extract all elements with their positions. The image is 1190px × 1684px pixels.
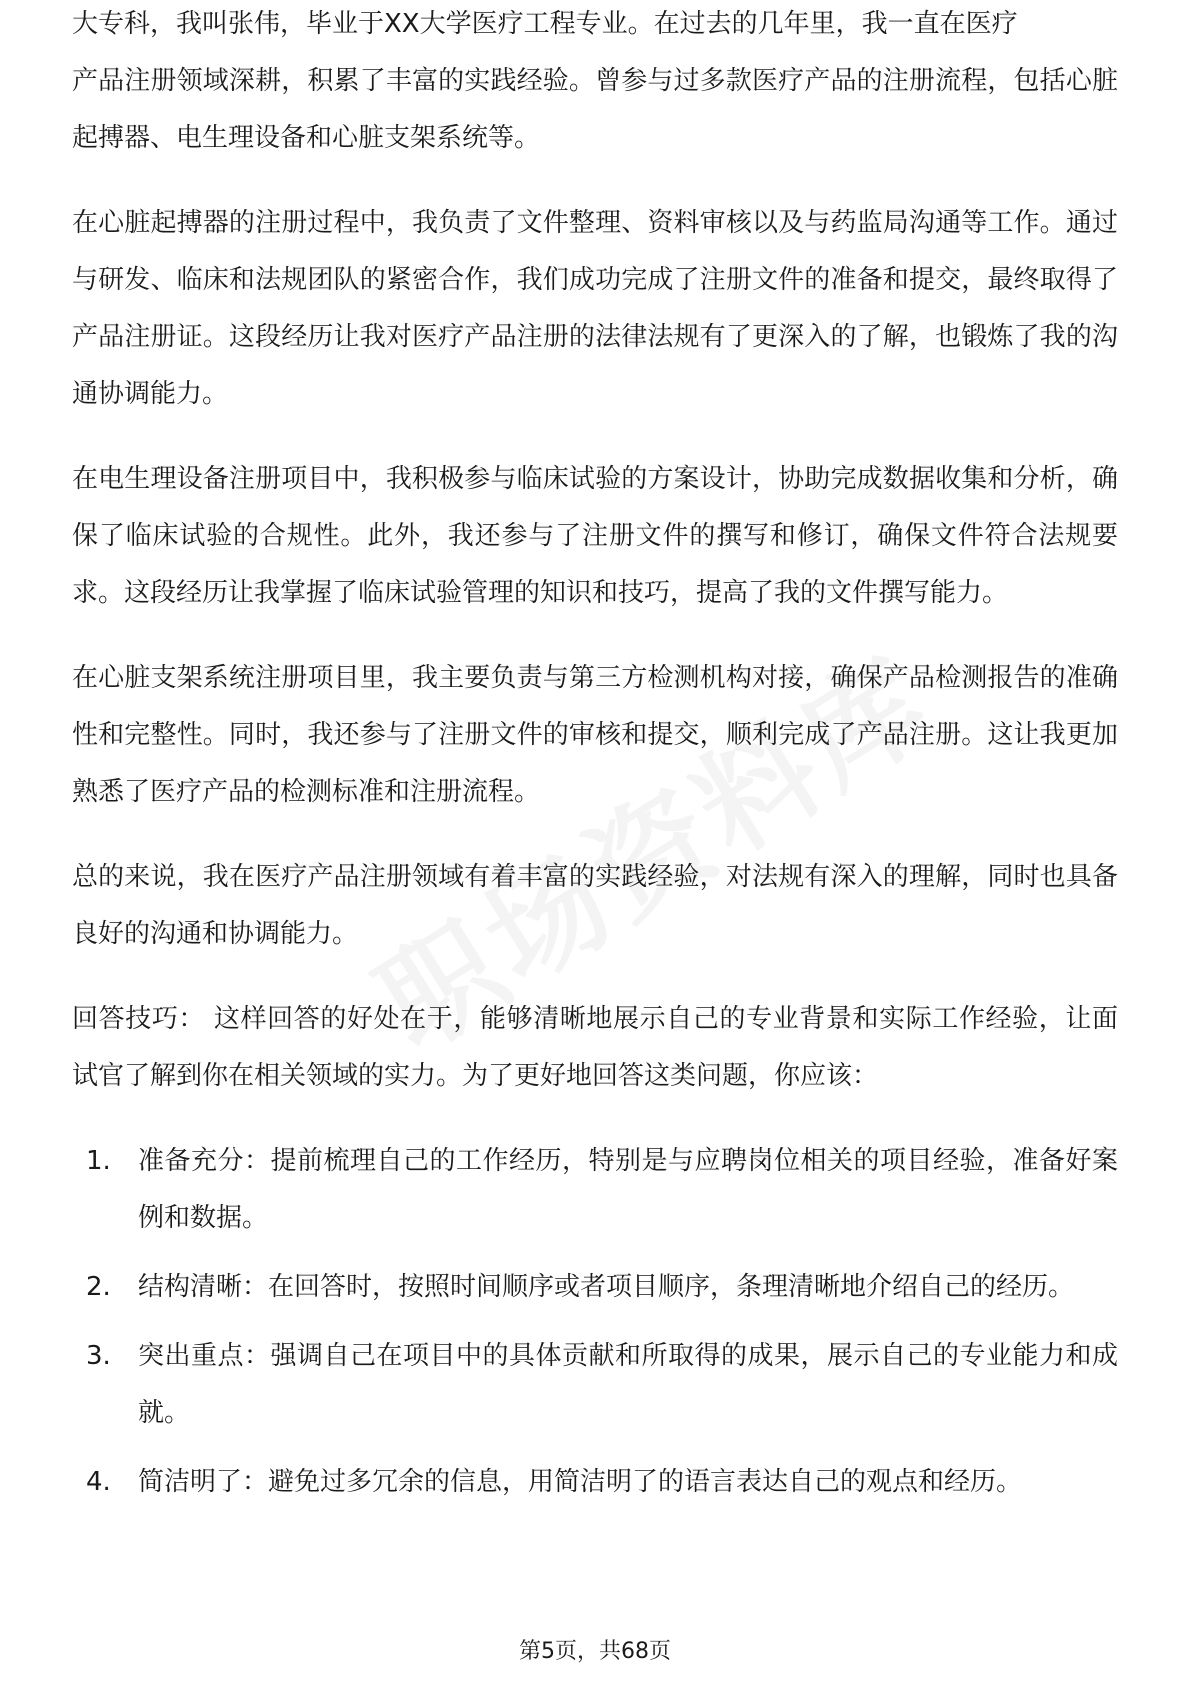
list-item: [72, 1454, 1118, 1511]
paragraph-intro: 产品注册领域深耕，积累了丰富的实践经验。曾参与过多款医疗产品的注册流程，包括心脏起搏器、电生理设备和心脏支架系统等。: [72, 66, 1118, 153]
list-item: [72, 1259, 1118, 1316]
list-text: 简洁明了：避免过多冗余的信息，用简洁明了的语言表达自己的观点和经历。: [138, 1467, 1023, 1497]
list-text: 准备充分：提前梳理自己的工作经历，特别是与应聘岗位相关的项目经验，准备好案例和数据。: [138, 1146, 1118, 1233]
list-item: [72, 1133, 1118, 1247]
partial-top-line: 大专科，我叫张伟，毕业于XX大学医疗工程专业。在过去的几年里，我一直在医疗: [72, 9, 1018, 39]
document-body: [72, 9, 1118, 1523]
paragraph-answer-tips: 回答技巧： 这样回答的好处在于，能够清晰地展示自己的专业背景和实际工作经验，让面试官了解到你在相关领域的实力。为了更好地回答这类问题，你应该：: [72, 1004, 1118, 1091]
list-item: [72, 1328, 1118, 1442]
list-text: 突出重点：强调自己在项目中的具体贡献和所取得的成果，展示自己的专业能力和成就。: [138, 1341, 1118, 1428]
paragraph-pacemaker: 在心脏起搏器的注册过程中，我负责了文件整理、资料审核以及与药监局沟通等工作。通过与研发、临床和法规团队的紧密合作，我们成功完成了注册文件的准备和提交，最终取得了产品注册证。这段经历让我对医疗产品注册的法律法规有了更深入的了解，也锻炼了我的沟通协调能力。: [72, 208, 1118, 409]
paragraph-summary: 总的来说，我在医疗产品注册领域有着丰富的实践经验，对法规有深入的理解，同时也具备良好的沟通和协调能力。: [72, 862, 1118, 949]
paragraph-stent: 在心脏支架系统注册项目里，我主要负责与第三方检测机构对接，确保产品检测报告的准确性和完整性。同时，我还参与了注册文件的审核和提交，顺利完成了产品注册。这让我更加熟悉了医疗产品的检测标准和注册流程。: [72, 663, 1118, 807]
list-number: 1.: [86, 1146, 111, 1176]
list-number: 2.: [86, 1272, 111, 1302]
list-number: 4.: [86, 1467, 111, 1497]
paragraph-electrophysiology: 在电生理设备注册项目中，我积极参与临床试验的方案设计，协助完成数据收集和分析，确保了临床试验的合规性。此外，我还参与了注册文件的撰写和修订，确保文件符合法规要求。这段经历让我掌握了临床试验管理的知识和技巧，提高了我的文件撰写能力。: [72, 464, 1118, 608]
list-number: 3.: [86, 1341, 111, 1371]
page-footer: 第5页，共68页: [519, 1639, 671, 1664]
tips-list: [72, 1133, 1118, 1511]
list-text: 结构清晰：在回答时，按照时间顺序或者项目顺序，条理清晰地介绍自己的经历。: [138, 1272, 1075, 1302]
